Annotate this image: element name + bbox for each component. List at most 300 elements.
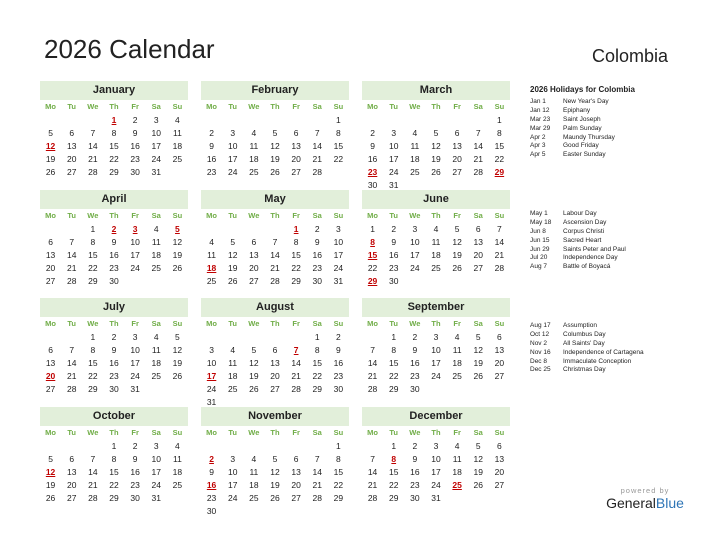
empty-day bbox=[307, 114, 328, 127]
day-cell: 23 bbox=[333, 371, 344, 381]
day-cell: 14 bbox=[494, 237, 505, 247]
weekday-label: Sa bbox=[151, 319, 161, 328]
day-cell: 27 bbox=[291, 167, 301, 177]
day-cell: 27 bbox=[452, 167, 462, 177]
day-cell: 20 bbox=[494, 467, 505, 477]
weekday-label: Tu bbox=[67, 102, 77, 111]
day-cell: 9 bbox=[132, 128, 138, 138]
day-cell: 8 bbox=[497, 128, 502, 138]
day-cell: 1 bbox=[391, 332, 397, 342]
holiday-day: 1 bbox=[111, 115, 117, 125]
weekday-label: Sa bbox=[312, 428, 322, 437]
day-cell: 5 bbox=[433, 128, 439, 138]
day-cell: 1 bbox=[90, 224, 96, 234]
day-cell: 30 bbox=[109, 384, 119, 394]
holiday-date: Apr 3 bbox=[530, 142, 546, 150]
day-cell: 24 bbox=[388, 167, 399, 177]
day-cell: 19 bbox=[227, 263, 238, 273]
month-days-grid bbox=[201, 317, 349, 409]
weekday-label: Sa bbox=[473, 102, 483, 111]
holiday-name: Christmas Day bbox=[563, 366, 606, 374]
weekday-label: Mo bbox=[367, 428, 378, 437]
day-cell: 10 bbox=[227, 141, 238, 151]
month-february bbox=[201, 81, 349, 179]
day-cell: 23 bbox=[109, 371, 119, 381]
day-cell: 25 bbox=[151, 371, 161, 381]
day-cell: 19 bbox=[270, 480, 280, 490]
day-cell: 10 bbox=[206, 358, 217, 368]
holiday-date: Mar 29 bbox=[530, 124, 551, 132]
day-cell: 26 bbox=[452, 263, 462, 273]
day-cell: 24 bbox=[333, 263, 344, 273]
holiday-name: Battle of Boyacá bbox=[563, 263, 611, 271]
holiday-date: Dec 25 bbox=[530, 366, 551, 374]
month-header: December bbox=[362, 407, 510, 426]
weekday-label: Tu bbox=[389, 428, 399, 437]
day-cell: 9 bbox=[336, 345, 341, 355]
weekday-label: Th bbox=[109, 211, 119, 220]
powered-by-text: powered by bbox=[620, 486, 670, 495]
day-cell: 13 bbox=[45, 250, 56, 260]
day-cell: 19 bbox=[473, 467, 483, 477]
day-cell: 25 bbox=[151, 263, 161, 273]
day-cell: 17 bbox=[431, 358, 441, 368]
weekday-label: Fr bbox=[131, 211, 139, 220]
day-cell: 22 bbox=[494, 154, 505, 164]
holiday-day: 5 bbox=[175, 224, 180, 234]
day-cell: 19 bbox=[249, 371, 259, 381]
page-title: 2026 Calendar bbox=[44, 34, 215, 64]
day-cell: 27 bbox=[45, 384, 56, 394]
weekday-label: Su bbox=[172, 428, 183, 437]
day-cell: 21 bbox=[88, 480, 98, 490]
day-cell: 10 bbox=[431, 454, 441, 464]
weekday-label: Su bbox=[494, 102, 505, 111]
day-cell: 17 bbox=[151, 141, 161, 151]
holiday-name: Maundy Thursday bbox=[563, 133, 615, 141]
holiday-name: Easter Sunday bbox=[563, 151, 606, 159]
empty-day bbox=[82, 440, 103, 453]
day-cell: 16 bbox=[130, 467, 140, 477]
weekday-label: We bbox=[248, 428, 260, 437]
weekday-label: Su bbox=[172, 319, 183, 328]
month-days-grid bbox=[40, 317, 188, 396]
month-header: October bbox=[40, 407, 188, 426]
weekday-label: We bbox=[248, 102, 260, 111]
day-cell: 30 bbox=[130, 493, 140, 503]
holiday-name: Immaculate Conception bbox=[563, 357, 632, 365]
day-cell: 15 bbox=[388, 467, 399, 477]
day-cell: 1 bbox=[336, 441, 341, 451]
day-cell: 12 bbox=[227, 250, 238, 260]
weekday-label: Fr bbox=[292, 211, 300, 220]
holiday-row bbox=[530, 263, 700, 272]
day-cell: 19 bbox=[172, 250, 183, 260]
weekday-label: Su bbox=[333, 319, 344, 328]
day-cell: 24 bbox=[130, 371, 140, 381]
day-cell: 16 bbox=[109, 250, 119, 260]
day-cell: 24 bbox=[130, 263, 140, 273]
month-days-grid bbox=[362, 317, 510, 396]
day-cell: 6 bbox=[48, 237, 53, 247]
day-cell: 3 bbox=[153, 441, 159, 451]
day-cell: 10 bbox=[151, 128, 161, 138]
day-cell: 20 bbox=[473, 250, 483, 260]
weekday-label: Th bbox=[270, 211, 280, 220]
weekday-label: Su bbox=[333, 211, 344, 220]
holiday-date: Mar 23 bbox=[530, 115, 551, 123]
day-cell: 7 bbox=[475, 128, 481, 138]
weekday-label: Sa bbox=[312, 319, 322, 328]
day-cell: 5 bbox=[230, 237, 236, 247]
day-cell: 13 bbox=[291, 467, 301, 477]
holiday-date: Jun 15 bbox=[530, 236, 550, 244]
holiday-name: Saint Joseph bbox=[563, 115, 601, 123]
day-cell: 29 bbox=[88, 276, 98, 286]
day-cell: 8 bbox=[336, 454, 341, 464]
weekday-label: Th bbox=[431, 319, 441, 328]
holiday-day: 18 bbox=[206, 263, 217, 273]
holiday-day: 8 bbox=[391, 454, 397, 464]
day-cell: 27 bbox=[249, 276, 259, 286]
day-cell: 27 bbox=[45, 276, 56, 286]
month-header: March bbox=[362, 81, 510, 100]
day-cell: 4 bbox=[153, 332, 159, 342]
month-header: February bbox=[201, 81, 349, 100]
day-cell: 29 bbox=[333, 493, 344, 503]
weekday-label: Sa bbox=[473, 428, 483, 437]
day-cell: 14 bbox=[367, 358, 378, 368]
day-cell: 13 bbox=[452, 141, 462, 151]
day-cell: 18 bbox=[151, 358, 161, 368]
empty-day bbox=[201, 223, 222, 236]
day-cell: 15 bbox=[291, 250, 301, 260]
weekday-label: Su bbox=[333, 102, 344, 111]
day-cell: 9 bbox=[111, 345, 117, 355]
weekday-label: We bbox=[87, 428, 99, 437]
day-cell: 19 bbox=[270, 154, 280, 164]
empty-day bbox=[82, 114, 103, 127]
empty-day bbox=[222, 331, 243, 344]
day-cell: 7 bbox=[314, 454, 320, 464]
holiday-row bbox=[530, 151, 700, 160]
day-cell: 25 bbox=[431, 263, 441, 273]
day-cell: 7 bbox=[314, 128, 320, 138]
day-cell: 10 bbox=[130, 237, 140, 247]
day-cell: 18 bbox=[410, 154, 420, 164]
month-january bbox=[40, 81, 188, 179]
day-cell: 2 bbox=[132, 441, 138, 451]
day-cell: 30 bbox=[410, 384, 420, 394]
day-cell: 6 bbox=[475, 224, 481, 234]
brand-name: GeneralBlue bbox=[606, 495, 684, 511]
weekday-label: Mo bbox=[45, 428, 56, 437]
holiday-name: Columbus Day bbox=[563, 330, 606, 338]
empty-day bbox=[61, 331, 82, 344]
day-cell: 16 bbox=[206, 154, 217, 164]
day-cell: 6 bbox=[454, 128, 460, 138]
day-cell: 19 bbox=[172, 358, 183, 368]
day-cell: 4 bbox=[433, 224, 439, 234]
day-cell: 2 bbox=[111, 332, 117, 342]
day-cell: 23 bbox=[410, 480, 420, 490]
day-cell: 15 bbox=[88, 250, 98, 260]
day-cell: 5 bbox=[272, 454, 278, 464]
day-cell: 18 bbox=[227, 371, 238, 381]
day-cell: 28 bbox=[494, 263, 505, 273]
day-cell: 16 bbox=[410, 358, 420, 368]
month-october bbox=[40, 407, 188, 505]
day-cell: 21 bbox=[312, 480, 322, 490]
weekday-label: Fr bbox=[292, 319, 300, 328]
day-cell: 31 bbox=[431, 493, 441, 503]
holiday-name: Good Friday bbox=[563, 142, 599, 150]
holiday-name: New Year's Day bbox=[563, 98, 609, 105]
holiday-row bbox=[530, 107, 700, 116]
empty-day bbox=[286, 331, 307, 344]
empty-day bbox=[222, 223, 243, 236]
day-cell: 24 bbox=[227, 493, 238, 503]
day-cell: 9 bbox=[111, 237, 117, 247]
day-cell: 30 bbox=[388, 276, 399, 286]
holiday-date: Aug 17 bbox=[530, 322, 551, 329]
day-cell: 12 bbox=[270, 467, 280, 477]
day-cell: 3 bbox=[209, 345, 214, 355]
holiday-day: 3 bbox=[132, 224, 138, 234]
month-may bbox=[201, 190, 349, 288]
holiday-row bbox=[530, 125, 700, 134]
weekday-label: Sa bbox=[473, 319, 483, 328]
day-cell: 18 bbox=[151, 250, 161, 260]
day-cell: 11 bbox=[452, 454, 462, 464]
month-header: August bbox=[201, 298, 349, 317]
day-cell: 4 bbox=[230, 345, 236, 355]
day-cell: 19 bbox=[473, 358, 483, 368]
day-cell: 2 bbox=[412, 441, 418, 451]
weekday-label: Th bbox=[109, 428, 119, 437]
day-cell: 7 bbox=[272, 237, 278, 247]
empty-day bbox=[243, 440, 264, 453]
day-cell: 6 bbox=[251, 237, 257, 247]
holiday-row bbox=[530, 98, 700, 107]
empty-day bbox=[243, 331, 264, 344]
holiday-row bbox=[530, 134, 700, 143]
day-cell: 23 bbox=[130, 480, 140, 490]
empty-day bbox=[61, 440, 82, 453]
day-cell: 4 bbox=[175, 115, 180, 125]
day-cell: 14 bbox=[66, 358, 77, 368]
empty-day bbox=[201, 331, 222, 344]
holiday-day: 29 bbox=[494, 167, 505, 177]
day-cell: 7 bbox=[69, 345, 75, 355]
weekday-label: Th bbox=[431, 102, 441, 111]
day-cell: 3 bbox=[433, 441, 439, 451]
weekday-label: Th bbox=[270, 428, 280, 437]
holiday-row bbox=[530, 349, 700, 358]
empty-day bbox=[40, 223, 61, 236]
weekday-label: We bbox=[87, 211, 99, 220]
month-march bbox=[362, 81, 510, 192]
empty-day bbox=[286, 440, 307, 453]
day-cell: 11 bbox=[249, 141, 259, 151]
empty-day bbox=[264, 114, 285, 127]
day-cell: 26 bbox=[227, 276, 238, 286]
day-cell: 29 bbox=[88, 384, 98, 394]
month-days-grid bbox=[40, 426, 188, 505]
day-cell: 28 bbox=[473, 167, 483, 177]
day-cell: 14 bbox=[291, 358, 301, 368]
holiday-name: Ascension Day bbox=[563, 218, 607, 226]
holiday-day: 8 bbox=[370, 237, 375, 247]
day-cell: 14 bbox=[473, 141, 483, 151]
day-cell: 13 bbox=[494, 345, 505, 355]
day-cell: 21 bbox=[66, 371, 77, 381]
empty-day bbox=[40, 114, 61, 127]
day-cell: 26 bbox=[45, 167, 56, 177]
month-days-grid bbox=[362, 426, 510, 505]
weekday-label: We bbox=[248, 211, 260, 220]
month-header: May bbox=[201, 190, 349, 209]
day-cell: 13 bbox=[494, 454, 505, 464]
day-cell: 25 bbox=[249, 493, 259, 503]
month-september bbox=[362, 298, 510, 396]
day-cell: 30 bbox=[312, 276, 322, 286]
empty-day bbox=[425, 114, 446, 127]
day-cell: 5 bbox=[475, 441, 481, 451]
day-cell: 22 bbox=[367, 263, 378, 273]
day-cell: 2 bbox=[370, 128, 375, 138]
day-cell: 26 bbox=[270, 493, 280, 503]
day-cell: 11 bbox=[151, 237, 161, 247]
day-cell: 24 bbox=[151, 480, 161, 490]
weekday-label: Su bbox=[333, 428, 344, 437]
month-november bbox=[201, 407, 349, 518]
month-days-grid bbox=[40, 100, 188, 179]
empty-day bbox=[383, 114, 404, 127]
day-cell: 16 bbox=[333, 358, 344, 368]
day-cell: 21 bbox=[312, 154, 322, 164]
day-cell: 2 bbox=[314, 224, 320, 234]
holiday-day: 12 bbox=[45, 141, 56, 151]
day-cell: 10 bbox=[431, 345, 441, 355]
day-cell: 28 bbox=[312, 493, 322, 503]
brand-logo[interactable] bbox=[588, 486, 702, 511]
day-cell: 3 bbox=[132, 332, 138, 342]
month-july bbox=[40, 298, 188, 396]
holiday-row bbox=[530, 366, 700, 375]
day-cell: 2 bbox=[209, 128, 214, 138]
weekday-label: Sa bbox=[312, 102, 322, 111]
day-cell: 15 bbox=[109, 467, 119, 477]
day-cell: 2 bbox=[391, 224, 397, 234]
weekday-label: Mo bbox=[206, 102, 217, 111]
empty-day bbox=[40, 331, 61, 344]
day-cell: 28 bbox=[367, 384, 378, 394]
day-cell: 12 bbox=[172, 237, 183, 247]
weekday-label: Tu bbox=[228, 211, 238, 220]
day-cell: 25 bbox=[172, 154, 183, 164]
weekday-label: Th bbox=[431, 211, 441, 220]
day-cell: 28 bbox=[312, 167, 322, 177]
day-cell: 8 bbox=[293, 237, 299, 247]
day-cell: 5 bbox=[454, 224, 460, 234]
empty-day bbox=[362, 440, 383, 453]
day-cell: 5 bbox=[48, 454, 53, 464]
empty-day bbox=[201, 440, 222, 453]
day-cell: 24 bbox=[151, 154, 161, 164]
day-cell: 14 bbox=[270, 250, 280, 260]
holiday-row bbox=[530, 340, 700, 349]
holiday-day: 29 bbox=[367, 276, 378, 286]
weekday-label: We bbox=[409, 102, 421, 111]
day-cell: 5 bbox=[475, 332, 481, 342]
holiday-group bbox=[530, 210, 700, 272]
day-cell: 20 bbox=[291, 480, 301, 490]
day-cell: 22 bbox=[88, 371, 98, 381]
day-cell: 30 bbox=[410, 493, 420, 503]
day-cell: 30 bbox=[109, 276, 119, 286]
day-cell: 6 bbox=[497, 441, 502, 451]
weekday-label: Th bbox=[431, 428, 441, 437]
weekday-label: Tu bbox=[228, 102, 238, 111]
month-header: September bbox=[362, 298, 510, 317]
weekday-label: Mo bbox=[367, 319, 378, 328]
day-cell: 13 bbox=[270, 358, 280, 368]
day-cell: 23 bbox=[312, 263, 322, 273]
day-cell: 14 bbox=[312, 141, 322, 151]
day-cell: 4 bbox=[209, 237, 214, 247]
holiday-date: Jul 20 bbox=[530, 254, 548, 262]
day-cell: 29 bbox=[312, 384, 322, 394]
weekday-label: Su bbox=[172, 211, 183, 220]
day-cell: 7 bbox=[497, 224, 502, 234]
holiday-day: 16 bbox=[206, 480, 217, 490]
holiday-day: 25 bbox=[452, 480, 462, 490]
holiday-day: 1 bbox=[293, 224, 299, 234]
day-cell: 12 bbox=[473, 454, 483, 464]
day-cell: 31 bbox=[333, 276, 344, 286]
day-cell: 11 bbox=[173, 128, 182, 138]
holiday-day: 15 bbox=[367, 250, 378, 260]
holiday-date: Nov 16 bbox=[530, 348, 551, 356]
day-cell: 17 bbox=[410, 250, 420, 260]
day-cell: 19 bbox=[431, 154, 441, 164]
day-cell: 21 bbox=[291, 371, 301, 381]
day-cell: 31 bbox=[388, 180, 399, 190]
weekday-label: Su bbox=[494, 211, 505, 220]
day-cell: 26 bbox=[473, 371, 483, 381]
day-cell: 6 bbox=[293, 454, 299, 464]
day-cell: 21 bbox=[473, 154, 483, 164]
holiday-group bbox=[530, 322, 700, 375]
day-cell: 26 bbox=[249, 384, 259, 394]
day-cell: 7 bbox=[370, 345, 375, 355]
day-cell: 5 bbox=[272, 128, 278, 138]
month-days-grid bbox=[362, 209, 510, 288]
day-cell: 28 bbox=[88, 493, 98, 503]
day-cell: 3 bbox=[336, 224, 341, 234]
day-cell: 27 bbox=[66, 493, 77, 503]
weekday-label: Su bbox=[494, 319, 505, 328]
day-cell: 18 bbox=[172, 467, 183, 477]
day-cell: 27 bbox=[494, 371, 505, 381]
day-cell: 11 bbox=[173, 454, 182, 464]
holiday-row bbox=[530, 210, 700, 219]
day-cell: 15 bbox=[494, 141, 505, 151]
day-cell: 25 bbox=[172, 480, 183, 490]
holiday-row bbox=[530, 358, 700, 367]
day-cell: 3 bbox=[412, 224, 418, 234]
